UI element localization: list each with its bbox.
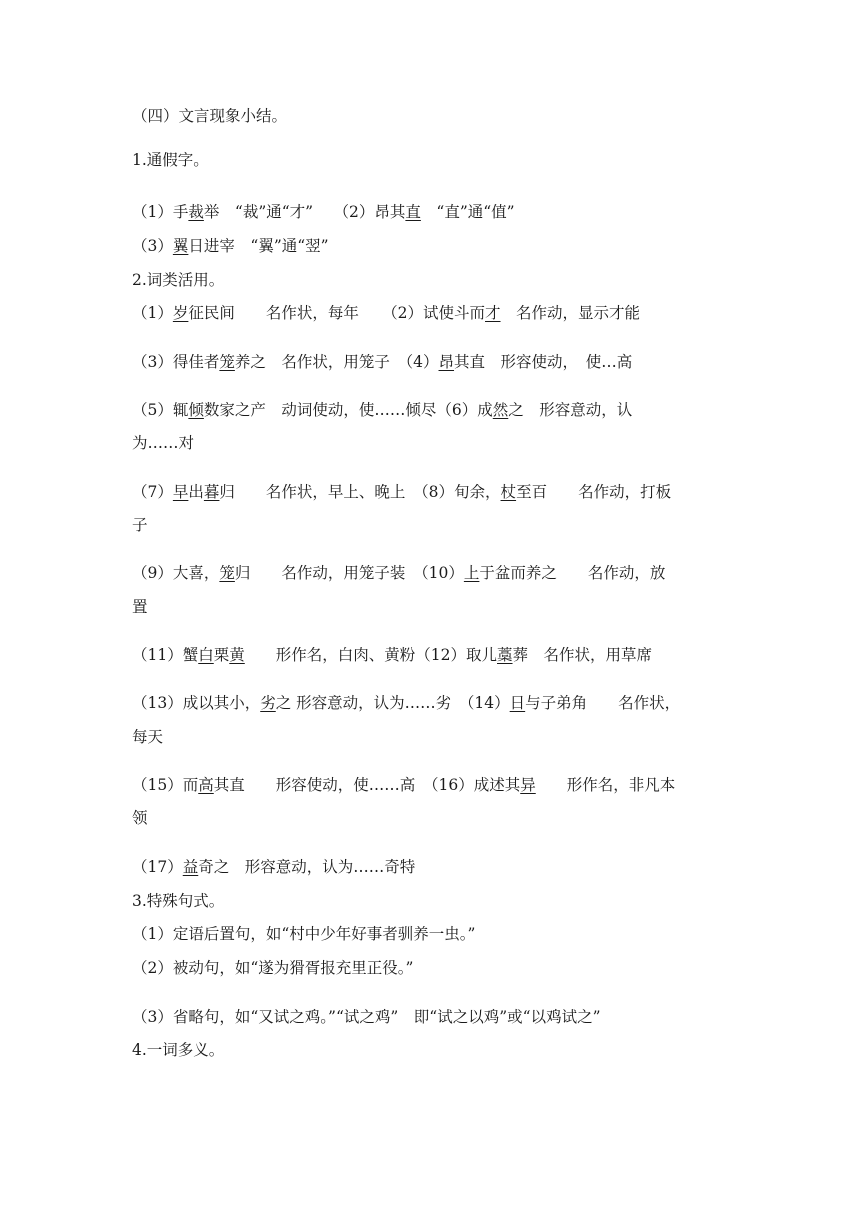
text-run: 征民间 名作状，每年 （2）试使斗而 — [188, 304, 486, 322]
text-run: “直”通“值” — [420, 203, 515, 221]
text-run: 之 形容意动，认 — [508, 401, 633, 419]
text-line — [132, 202, 515, 222]
text-line — [132, 775, 675, 795]
underlined-char: 白 — [198, 646, 214, 664]
text-line — [132, 400, 632, 420]
underlined-char: 笼 — [219, 564, 235, 582]
text-line — [132, 857, 415, 877]
text-run: 奇之 形容意动，认为……奇特 — [198, 858, 416, 876]
text-line — [132, 891, 224, 911]
text-run: 为……对 — [132, 434, 195, 452]
underlined-char: 异 — [520, 776, 536, 794]
text-run: 于盆而养之 名作动，放 — [479, 564, 666, 582]
text-run: 举 “裁”通“才” （2）昂其 — [203, 203, 406, 221]
text-run: 1.通假字。 — [132, 151, 209, 169]
text-line — [132, 150, 209, 170]
text-run: 形作名，非凡本 — [535, 776, 676, 794]
underlined-char: 早 — [172, 483, 189, 501]
text-line — [132, 1007, 601, 1027]
underlined-char: 黄 — [229, 646, 245, 664]
text-run: 其直 形容使动，使……高 （16）成述其 — [213, 776, 521, 794]
text-run: 子 — [132, 516, 148, 534]
text-run: （四）文言现象小结。 — [132, 107, 288, 125]
text-line — [132, 236, 329, 256]
text-run: 葬 名作状，用草席 — [512, 646, 653, 664]
underlined-char: 暮 — [203, 483, 220, 501]
text-line — [132, 106, 287, 126]
text-line — [132, 924, 475, 944]
text-run: 栗 — [213, 646, 230, 664]
text-run: 日进宰 “翼”通“翌” — [188, 237, 329, 255]
text-line — [132, 727, 163, 747]
underlined-char: 才 — [485, 304, 501, 322]
text-line — [132, 808, 148, 828]
text-run: 4.一词多义。 — [132, 1041, 225, 1059]
text-run: （3）得佳者 — [132, 353, 220, 371]
text-run: （13）成以其小， — [132, 694, 261, 712]
text-run: （9）大喜， — [132, 564, 220, 582]
underlined-char: 岁 — [172, 304, 189, 322]
text-line — [132, 515, 148, 535]
underlined-char: 翼 — [172, 237, 189, 255]
text-line — [132, 563, 665, 583]
text-line — [132, 693, 680, 713]
text-run: 养之 名作状，用笼子 （4） — [234, 353, 439, 371]
text-run: （5）辄 — [132, 401, 189, 419]
underlined-char: 日 — [509, 694, 526, 712]
text-line — [132, 303, 640, 323]
underlined-char: 藁 — [497, 646, 513, 664]
text-run: （7） — [132, 483, 173, 501]
text-line — [132, 958, 413, 978]
text-run: 形作名，白肉、黄粉（12）取儿 — [244, 646, 498, 664]
text-run: （15）而 — [132, 776, 199, 794]
underlined-char: 然 — [492, 401, 509, 419]
text-line — [132, 1040, 224, 1060]
underlined-char: 直 — [405, 203, 421, 221]
underlined-char: 益 — [182, 858, 199, 876]
underlined-char: 倾 — [188, 401, 204, 419]
underlined-char: 笼 — [219, 353, 235, 371]
text-line — [132, 597, 148, 617]
text-run: 出 — [188, 483, 204, 501]
text-run: 之 形容意动，认为……劣 （14） — [275, 694, 510, 712]
text-line — [132, 645, 652, 665]
text-run: 数家之产 动词使动，使……倾尽（6）成 — [203, 401, 493, 419]
text-run: 归 名作状，早上、晚上 （8）旬余， — [219, 483, 501, 501]
text-run: （17） — [132, 858, 183, 876]
text-run: （2）被动句，如“遂为猾胥报充里正役。” — [132, 959, 414, 977]
underlined-char: 昂 — [438, 353, 455, 371]
text-run: 名作动，显示才能 — [500, 304, 641, 322]
text-run: （3）省略句，如“又试之鸡。”“试之鸡” 即“试之以鸡”或“以鸡试之” — [132, 1008, 601, 1026]
underlined-char: 劣 — [260, 694, 276, 712]
text-run: 与子弟角 名作状， — [525, 694, 681, 712]
text-run: 每天 — [132, 728, 164, 746]
text-run: 2.词类活用。 — [132, 271, 225, 289]
text-run: 领 — [132, 809, 148, 827]
underlined-char: 上 — [463, 564, 480, 582]
text-run: 3.特殊句式。 — [132, 892, 225, 910]
text-line — [132, 482, 671, 502]
text-line — [132, 270, 224, 290]
text-run: 至百 名作动，打板 — [516, 483, 672, 501]
text-run: （1）定语后置句，如“村中少年好事者驯养一虫。” — [132, 925, 476, 943]
underlined-char: 杖 — [500, 483, 517, 501]
text-run: （1） — [132, 304, 173, 322]
text-run: 其直 形容使动， 使…高 — [454, 353, 633, 371]
text-run: 归 名作动，用笼子装 （10） — [234, 564, 464, 582]
text-run: （3） — [132, 237, 173, 255]
underlined-char: 裁 — [188, 203, 204, 221]
text-run: （1）手 — [132, 203, 189, 221]
text-run: （11）蟹 — [132, 646, 199, 664]
text-line — [132, 433, 194, 453]
text-run: 置 — [132, 598, 148, 616]
underlined-char: 高 — [198, 776, 214, 794]
text-line — [132, 352, 632, 372]
